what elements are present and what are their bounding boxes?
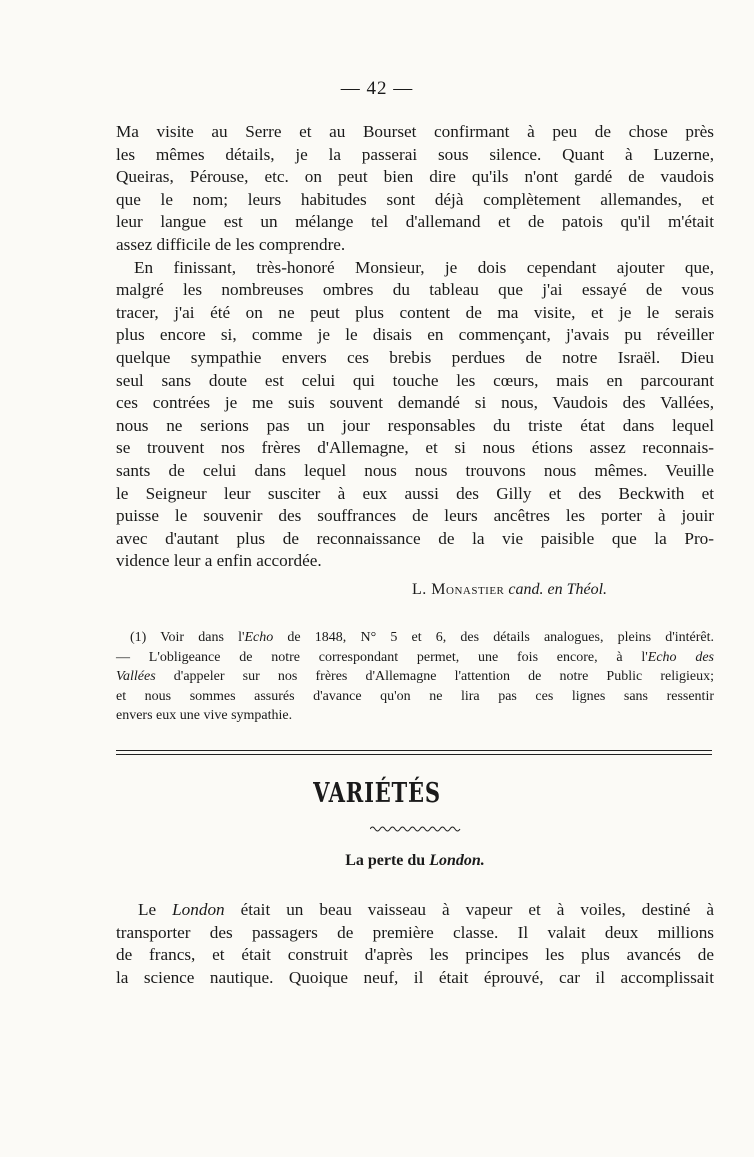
text-line: [116, 899, 714, 922]
footnote-text: de 1848, N° 5 et 6, des détails analogues, pleins d'intérêt.: [273, 630, 714, 645]
article-italic: London: [172, 900, 225, 919]
text-line: sants de celui dans lequel nous nous trouvons nous mêmes. Veuille: [116, 460, 714, 480]
text-line: le Seigneur leur susciter à eux aussi des Gilly et des Beckwith et: [116, 483, 714, 503]
footnote-line: [116, 648, 714, 668]
footnote-line: [116, 667, 714, 687]
article-text: était un beau vaisseau à vapeur et à voiles, destiné à: [224, 900, 714, 919]
footnote-line: [116, 628, 714, 648]
section-title: VARIÉTÉS: [313, 778, 441, 809]
text-line: tracer, j'ai été on ne peut plus content de ma visite, et je le serais: [116, 302, 714, 322]
text-line: de francs, et était construit d'après les principes les plus avancés de: [116, 945, 714, 965]
text-line: se trouvent nos frères d'Allemagne, et si nous étions assez reconnais-: [116, 438, 714, 458]
article-subtitle: [0, 852, 754, 870]
footnote-italic: Vallées: [116, 669, 156, 684]
footnote-line: envers eux une vive sympathie.: [116, 708, 293, 723]
signature-name: L. Monastier: [412, 581, 505, 598]
text-line: ces contrées je me suis souvent demandé si nous, Vaudois des Vallées,: [116, 393, 714, 413]
text-line: les mêmes détails, je la passerai sous silence. Quant à Luzerne,: [116, 144, 714, 164]
text-line: nous ne serions pas un jour responsables du triste état dans lequel: [116, 415, 714, 435]
signature: [412, 581, 712, 599]
text-line: leur langue est un mélange tel d'allemand et de patois qu'il m'était: [116, 212, 714, 232]
text-line: En finissant, très-honoré Monsieur, je dois cependant ajouter que,: [134, 257, 714, 277]
text-line: Ma visite au Serre et au Bourset confirmant à peu de chose près: [116, 122, 714, 141]
text-line: seul sans doute est celui qui touche les cœurs, mais en parcourant: [116, 370, 714, 390]
text-line: assez difficile de les comprendre.: [116, 234, 346, 254]
subtitle-italic: London.: [429, 852, 485, 869]
text-line: la science nautique. Quoique neuf, il était éprouvé, car il accomplissait: [116, 967, 714, 987]
text-line: que le nom; leurs habitudes sont déjà complètement allemandes, et: [116, 189, 714, 209]
ornament-squiggle-icon: [370, 824, 462, 834]
text-line: avec d'autant plus de reconnaissance de la vie paisible que la Pro-: [116, 528, 714, 548]
letter-body: [116, 121, 714, 573]
text-line: malgré les nombreuses ombres du tableau que j'ai essayé de vous: [116, 280, 714, 300]
footnote-line: et nous sommes assurés d'avance qu'on ne lira pas ces lignes sans ressentir: [116, 688, 714, 704]
subtitle-text: La perte du: [345, 852, 430, 869]
page-number: — 42 —: [340, 78, 414, 99]
article-text: Le: [138, 900, 173, 919]
text-line: Queiras, Pérouse, etc. on peut bien dire qu'ils n'ont gardé de vaudois: [116, 167, 714, 187]
footnote-text: (1) Voir dans l': [130, 630, 245, 645]
footnote-text: d'appeler sur nos frères d'Allemagne l'attention de notre Public religieux;: [155, 669, 714, 684]
footnote-italic: Echo: [244, 630, 274, 645]
section-divider-top: [116, 750, 712, 751]
signature-title: cand. en Théol.: [508, 581, 608, 598]
text-line: quelque sympathie envers ces brebis perdues de notre Israël. Dieu: [116, 347, 714, 367]
text-line: puisse le souvenir des souffrances de leurs ancêtres les porter à jouir: [116, 506, 714, 526]
section-divider-bottom: [116, 754, 712, 755]
text-line: vidence leur a enfin accordée.: [116, 551, 322, 571]
article-body: [116, 899, 714, 989]
footnote-text: — L'obligeance de notre correspondant permet, une fois encore, à l': [116, 649, 648, 665]
footnote: [116, 628, 714, 726]
footnote-italic: Echo des: [647, 649, 714, 665]
text-line: transporter des passagers de première classe. Il valait deux millions: [116, 922, 714, 942]
text-line: plus encore si, comme je le disais en commençant, j'avais pu réveiller: [116, 325, 714, 345]
